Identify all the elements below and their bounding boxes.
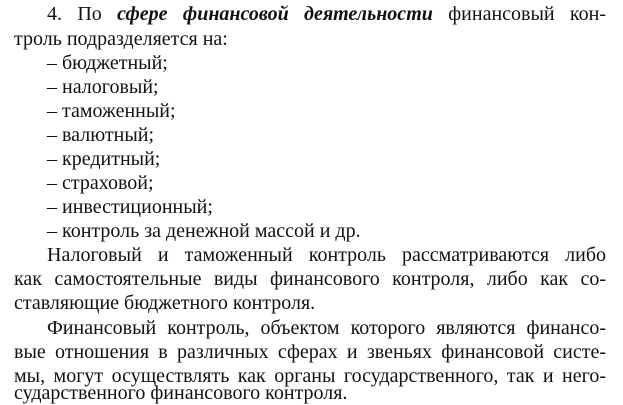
list-item: – налоговый; [47,76,159,98]
paragraph-1-line-1 [47,2,606,26]
paragraph-3-line-1: Финансовый контроль, объектом которого являются финансо- [47,317,606,339]
paragraph-3-line-2: вые отношения в различных сферах и звеньях финансовой систе- [14,341,606,363]
paragraph-3-line-4: сударственного финансового контроля. [14,382,348,404]
list-item: – контроль за денежной массой и др. [47,220,361,242]
paragraph-1-line-2: троль подразделяется на: [14,28,228,50]
paragraph-2-line-1: Налоговый и таможенный контроль рассматриваются либо [47,244,606,266]
paragraph-1-tail: финансовый кон- [432,3,606,25]
list-item: – кредитный; [47,148,161,170]
list-item: – бюджетный; [47,52,168,74]
list-item: – инвестиционный; [47,196,213,218]
paragraph-1-emphasis: сфере финансовой деятельности [117,3,433,25]
paragraph-1-lead: 4. По [47,3,118,25]
paragraph-2-line-2: как самостоятельные виды финансового контроля, либо как со- [14,268,606,290]
paragraph-3-line-3: мы, могут осуществлять как органы государственного, так и него- [14,365,606,387]
list-item: – валютный; [47,124,155,146]
list-item: – страховой; [47,172,154,194]
paragraph-2-line-3: ставляющие бюджетного контроля. [14,292,316,314]
list-item: – таможенный; [47,100,176,122]
